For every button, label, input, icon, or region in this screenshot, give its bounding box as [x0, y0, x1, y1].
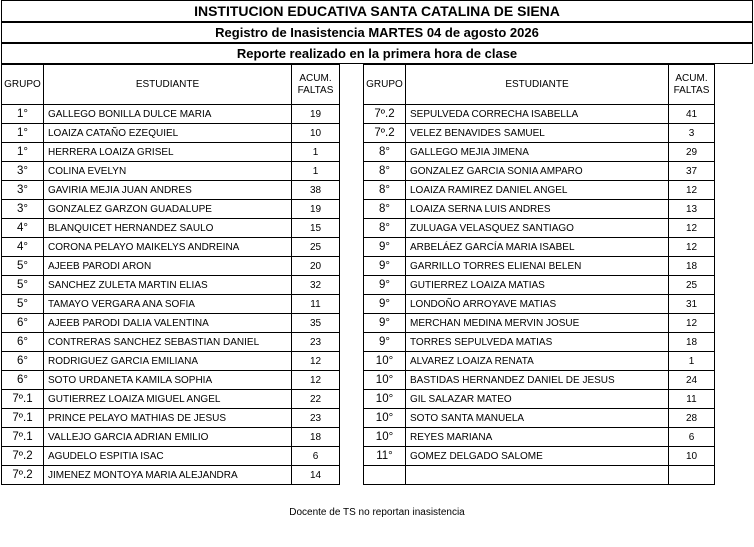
grupo-cell: 8° [364, 200, 406, 219]
table-row [364, 238, 715, 257]
student-name-cell: GIL SALAZAR MATEO [406, 390, 669, 409]
absences-cell: 35 [292, 314, 340, 333]
student-name-cell: ALVAREZ LOAIZA RENATA [406, 352, 669, 371]
table-row [364, 257, 715, 276]
absences-cell: 1 [669, 352, 715, 371]
grupo-cell: 6° [2, 371, 44, 390]
student-name-cell: MERCHAN MEDINA MERVIN JOSUE [406, 314, 669, 333]
grupo-cell: 5° [2, 295, 44, 314]
table-row [364, 105, 715, 124]
absences-cell: 13 [669, 200, 715, 219]
student-name-cell: PRINCE PELAYO MATHIAS DE JESUS [44, 409, 292, 428]
table-row [364, 371, 715, 390]
absences-cell: 25 [292, 238, 340, 257]
grupo-cell: 8° [364, 181, 406, 200]
table-row [364, 466, 715, 485]
student-name-cell: GAVIRIA MEJIA JUAN ANDRES [44, 181, 292, 200]
grupo-cell: 10° [364, 352, 406, 371]
table-row [2, 333, 340, 352]
table-row [364, 295, 715, 314]
student-name-cell [406, 466, 669, 485]
table-body-right [364, 105, 715, 485]
table-body-left [2, 105, 340, 485]
absences-cell: 18 [669, 257, 715, 276]
student-name-cell: SEPULVEDA CORRECHA ISABELLA [406, 105, 669, 124]
student-name-cell: TAMAYO VERGARA ANA SOFIA [44, 295, 292, 314]
grupo-cell: 1° [2, 124, 44, 143]
grupo-cell: 1° [2, 143, 44, 162]
table-row [364, 428, 715, 447]
absences-cell: 14 [292, 466, 340, 485]
table-row [364, 409, 715, 428]
grupo-cell: 5° [2, 257, 44, 276]
student-name-cell: GOMEZ DELGADO SALOME [406, 447, 669, 466]
footer-note: Docente de TS no reportan inasistencia [289, 507, 465, 518]
student-name-cell: GALLEGO BONILLA DULCE MARIA [44, 105, 292, 124]
table-row [2, 238, 340, 257]
header-grupo: GRUPO [2, 65, 44, 105]
absences-cell: 12 [669, 238, 715, 257]
grupo-cell: 6° [2, 333, 44, 352]
grupo-cell: 10° [364, 390, 406, 409]
table-row [364, 143, 715, 162]
table-row [2, 409, 340, 428]
student-name-cell: SOTO URDANETA KAMILA SOPHIA [44, 371, 292, 390]
absences-cell: 18 [669, 333, 715, 352]
header-grupo: GRUPO [364, 65, 406, 105]
table-row [364, 447, 715, 466]
table-row [2, 181, 340, 200]
grupo-cell: 7º.2 [2, 466, 44, 485]
absences-cell: 20 [292, 257, 340, 276]
absences-cell: 31 [669, 295, 715, 314]
table-row [2, 257, 340, 276]
table-row [2, 390, 340, 409]
student-name-cell: COLINA EVELYN [44, 162, 292, 181]
attendance-table-right [363, 64, 715, 485]
student-name-cell: HERRERA LOAIZA GRISEL [44, 143, 292, 162]
grupo-cell: 7º.1 [2, 409, 44, 428]
grupo-cell: 9° [364, 238, 406, 257]
table-row [364, 162, 715, 181]
absences-cell: 12 [292, 352, 340, 371]
absences-cell: 38 [292, 181, 340, 200]
grupo-cell: 10° [364, 428, 406, 447]
table-row [364, 181, 715, 200]
grupo-cell: 9° [364, 314, 406, 333]
grupo-cell: 3° [2, 162, 44, 181]
grupo-cell: 4° [2, 219, 44, 238]
table-row [2, 143, 340, 162]
table-row [364, 333, 715, 352]
absences-cell: 32 [292, 276, 340, 295]
grupo-cell: 6° [2, 314, 44, 333]
table-row [2, 105, 340, 124]
table-row [2, 371, 340, 390]
header-faltas-line2: FALTAS [297, 84, 334, 96]
absences-cell: 12 [669, 219, 715, 238]
table-row [364, 219, 715, 238]
grupo-cell: 8° [364, 219, 406, 238]
grupo-cell: 7º.1 [2, 390, 44, 409]
grupo-cell: 3° [2, 181, 44, 200]
student-name-cell: REYES MARIANA [406, 428, 669, 447]
student-name-cell: LOAIZA CATAÑO EZEQUIEL [44, 124, 292, 143]
table-row [364, 390, 715, 409]
grupo-cell: 8° [364, 143, 406, 162]
grupo-cell: 7º.2 [2, 447, 44, 466]
absences-cell: 23 [292, 409, 340, 428]
header-faltas-line1: ACUM. [675, 72, 708, 84]
absences-cell: 41 [669, 105, 715, 124]
absences-cell: 24 [669, 371, 715, 390]
absences-cell: 18 [292, 428, 340, 447]
absences-cell: 19 [292, 105, 340, 124]
grupo-cell: 11° [364, 447, 406, 466]
absences-cell: 6 [292, 447, 340, 466]
header-faltas-line2: FALTAS [673, 84, 710, 96]
table-row [364, 200, 715, 219]
student-name-cell: GUTIERREZ LOAIZA MIGUEL ANGEL [44, 390, 292, 409]
absences-cell: 1 [292, 162, 340, 181]
table-row [2, 276, 340, 295]
student-name-cell: VELEZ BENAVIDES SAMUEL [406, 124, 669, 143]
grupo-cell: 8° [364, 162, 406, 181]
grupo-cell: 7º.2 [364, 124, 406, 143]
grupo-cell: 5° [2, 276, 44, 295]
absences-cell: 10 [669, 447, 715, 466]
grupo-cell: 6° [2, 352, 44, 371]
student-name-cell: SANCHEZ ZULETA MARTIN ELIAS [44, 276, 292, 295]
table-row [2, 314, 340, 333]
grupo-cell: 9° [364, 257, 406, 276]
student-name-cell: JIMENEZ MONTOYA MARIA ALEJANDRA [44, 466, 292, 485]
absences-cell: 29 [669, 143, 715, 162]
table-row [2, 162, 340, 181]
student-name-cell: GONZALEZ GARCIA SONIA AMPARO [406, 162, 669, 181]
student-name-cell: GUTIERREZ LOAIZA MATIAS [406, 276, 669, 295]
grupo-cell: 10° [364, 409, 406, 428]
absences-cell: 28 [669, 409, 715, 428]
table-row [2, 200, 340, 219]
table-header-row [364, 65, 715, 105]
attendance-table-left [1, 64, 340, 485]
grupo-cell: 9° [364, 333, 406, 352]
table-row [364, 124, 715, 143]
grupo-cell [364, 466, 406, 485]
student-name-cell: VALLEJO GARCIA ADRIAN EMILIO [44, 428, 292, 447]
absences-cell: 25 [669, 276, 715, 295]
absences-cell: 10 [292, 124, 340, 143]
table-row [2, 466, 340, 485]
absences-cell: 11 [292, 295, 340, 314]
header-faltas [292, 65, 340, 105]
student-name-cell: AJEEB PARODI DALIA VALENTINA [44, 314, 292, 333]
grupo-cell: 7º.2 [364, 105, 406, 124]
table-row [2, 124, 340, 143]
absences-cell: 12 [669, 314, 715, 333]
report-note: Reporte realizado en la primera hora de clase [1, 43, 753, 64]
table-row [2, 295, 340, 314]
absences-cell: 6 [669, 428, 715, 447]
institution-title: INSTITUCION EDUCATIVA SANTA CATALINA DE SIENA [1, 0, 753, 22]
table-row [364, 352, 715, 371]
student-name-cell: CONTRERAS SANCHEZ SEBASTIAN DANIEL [44, 333, 292, 352]
table-row [2, 447, 340, 466]
student-name-cell: GALLEGO MEJIA JIMENA [406, 143, 669, 162]
grupo-cell: 9° [364, 276, 406, 295]
student-name-cell: TORRES SEPULVEDA MATIAS [406, 333, 669, 352]
absences-cell: 11 [669, 390, 715, 409]
absences-cell: 1 [292, 143, 340, 162]
absences-cell: 19 [292, 200, 340, 219]
absences-cell: 23 [292, 333, 340, 352]
table-row [364, 276, 715, 295]
table-row [364, 314, 715, 333]
absences-cell: 12 [292, 371, 340, 390]
student-name-cell: ARBELÁEZ GARCÍA MARIA ISABEL [406, 238, 669, 257]
student-name-cell: CORONA PELAYO MAIKELYS ANDREINA [44, 238, 292, 257]
student-name-cell: LOAIZA SERNA LUIS ANDRES [406, 200, 669, 219]
header-faltas [669, 65, 715, 105]
absences-cell: 22 [292, 390, 340, 409]
student-name-cell: ZULUAGA VELASQUEZ SANTIAGO [406, 219, 669, 238]
student-name-cell: BASTIDAS HERNANDEZ DANIEL DE JESUS [406, 371, 669, 390]
student-name-cell: LONDOÑO ARROYAVE MATIAS [406, 295, 669, 314]
student-name-cell: GONZALEZ GARZON GUADALUPE [44, 200, 292, 219]
absences-cell: 15 [292, 219, 340, 238]
student-name-cell: BLANQUICET HERNANDEZ SAULO [44, 219, 292, 238]
student-name-cell: AJEEB PARODI ARON [44, 257, 292, 276]
register-subtitle: Registro de Inasistencia MARTES 04 de agosto 2026 [1, 22, 753, 43]
student-name-cell: GARRILLO TORRES ELIENAI BELEN [406, 257, 669, 276]
grupo-cell: 7º.1 [2, 428, 44, 447]
absences-cell: 12 [669, 181, 715, 200]
table-row [2, 219, 340, 238]
absences-cell [669, 466, 715, 485]
grupo-cell: 3° [2, 200, 44, 219]
grupo-cell: 10° [364, 371, 406, 390]
student-name-cell: RODRIGUEZ GARCIA EMILIANA [44, 352, 292, 371]
header-estudiante: ESTUDIANTE [406, 65, 669, 105]
grupo-cell: 4° [2, 238, 44, 257]
student-name-cell: LOAIZA RAMIREZ DANIEL ANGEL [406, 181, 669, 200]
header-faltas-line1: ACUM. [299, 72, 332, 84]
student-name-cell: SOTO SANTA MANUELA [406, 409, 669, 428]
table-row [2, 428, 340, 447]
grupo-cell: 1° [2, 105, 44, 124]
header-estudiante: ESTUDIANTE [44, 65, 292, 105]
table-row [2, 352, 340, 371]
absences-cell: 37 [669, 162, 715, 181]
table-header-row [2, 65, 340, 105]
grupo-cell: 9° [364, 295, 406, 314]
absences-cell: 3 [669, 124, 715, 143]
student-name-cell: AGUDELO ESPITIA ISAC [44, 447, 292, 466]
